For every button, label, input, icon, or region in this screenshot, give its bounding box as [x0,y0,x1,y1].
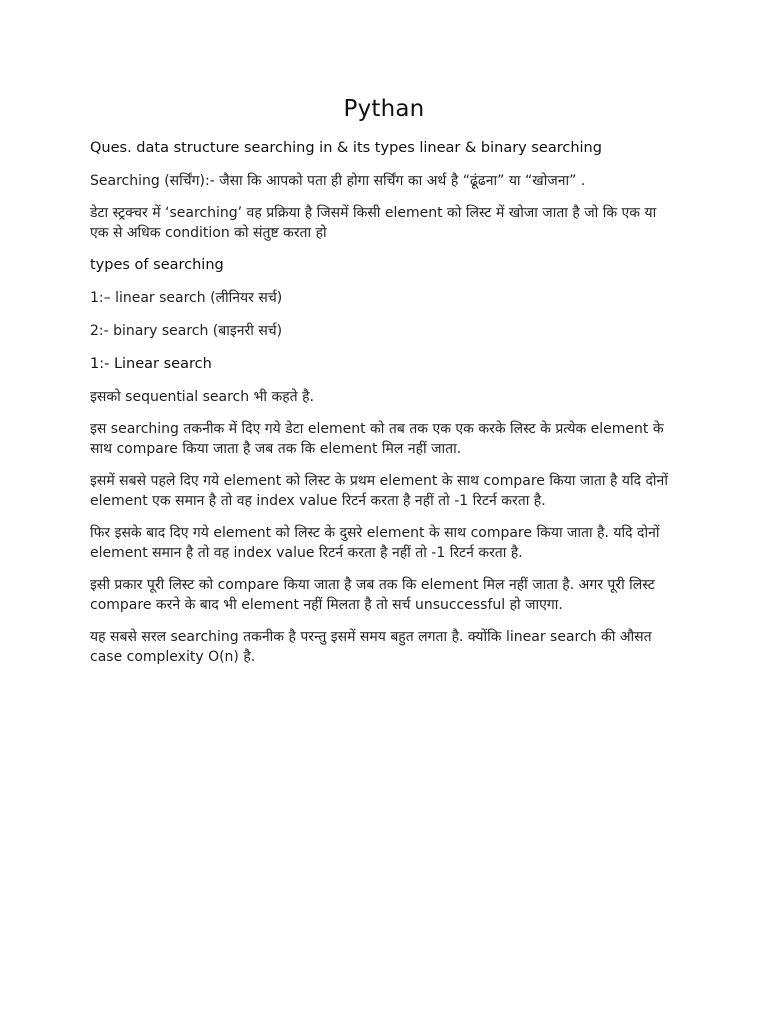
searching-definition: Searching (सर्चिंग):- जैसा कि आपको पता ही होगा सर्चिंग का अर्थ है “ढूंढना” या “खोजना” . [90,173,586,189]
question-line: Ques. data structure searching in & its types linear & binary searching [90,140,602,156]
whole-list-paragraph: इसी प्रकार पूरी लिस्ट को compare किया जाता है जब तक कि element मिल नहीं जाता है. अगर पूरी लिस्ट compare करने के बाद भी element नहीं मिलता है तो सर्च unsuccessful हो जाएगा. [90,577,655,613]
complexity-paragraph: यह सबसे सरल searching तकनीक है परन्तु इसमें समय बहुत लगता है. क्योंकि linear search की औसत case complexity O(n) है. [90,629,652,665]
type-binary: 2:- binary search (बाइनरी सर्च) [90,323,283,339]
type-linear: 1:– linear search (लीनियर सर्च) [90,290,283,306]
linear-search-heading: 1:- Linear search [90,356,212,372]
document-title: Pythan [343,96,425,122]
second-compare-paragraph: फिर इसके बाद दिए गये element को लिस्ट के दुसरे element के साथ compare किया जाता है. यदि दोनों element समान है तो वह index value रिटर्न करता है नहीं तो -1 रिटर्न करता है. [90,525,660,561]
sequential-paragraph: इसको sequential search भी कहते है. [90,389,314,405]
types-heading: types of searching [90,257,224,273]
data-structure-paragraph: डेटा स्ट्रक्चर में ‘searching’ वह प्रक्रिया है जिसमें किसी element को लिस्ट में खोजा जाता है जो कि एक या एक से अधिक condition को संतुष्ट करता हो [90,205,657,241]
technique-paragraph: इस searching तकनीक में दिए गये डेटा element को तब तक एक एक करके लिस्ट के प्रत्येक element के साथ compare किया जाता है जब तक कि element मिल नहीं जाता. [90,421,664,457]
first-compare-paragraph: इसमें सबसे पहले दिए गये element को लिस्ट के प्रथम element के साथ compare किया जाता है यदि दोनों element एक समान है तो वह index value रिटर्न करता है नहीं तो -1 रिटर्न करता है. [90,473,668,509]
